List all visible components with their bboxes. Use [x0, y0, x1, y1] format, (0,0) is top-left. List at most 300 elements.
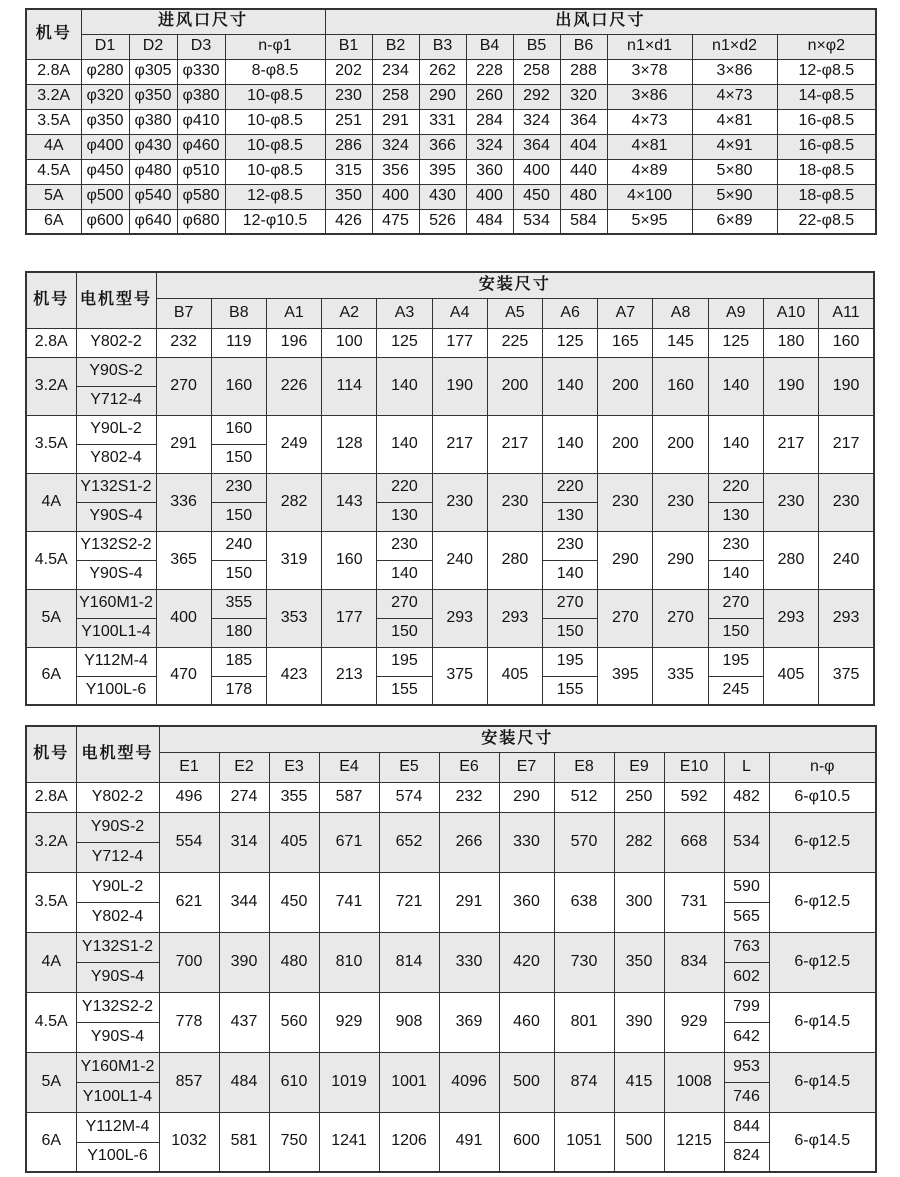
value-cell: 500 [614, 1112, 664, 1172]
machine-size-cell: 4.5A [26, 992, 76, 1052]
value-cell: φ500 [81, 184, 129, 209]
table-row [26, 872, 876, 902]
value-cell: 824 [724, 1142, 769, 1172]
motor-model-cell: Y802-4 [76, 444, 156, 473]
value-cell: 491 [439, 1112, 499, 1172]
value-cell: 590 [724, 872, 769, 902]
value-cell: 356 [372, 159, 419, 184]
machine-size-cell: 5A [26, 184, 81, 209]
value-cell: 638 [554, 872, 614, 932]
value-cell: 190 [819, 357, 874, 415]
value-cell: 6-φ12.5 [769, 932, 876, 992]
value-cell: 5×95 [607, 209, 692, 234]
value-cell: 415 [614, 1052, 664, 1112]
value-cell: 375 [432, 647, 487, 705]
column-header: n1×d1 [607, 34, 692, 59]
value-cell: 652 [379, 812, 439, 872]
value-cell: 128 [322, 415, 377, 473]
value-cell: 16-φ8.5 [777, 134, 876, 159]
value-cell: 140 [543, 415, 598, 473]
column-header: B5 [513, 34, 560, 59]
value-cell: 6-φ12.5 [769, 812, 876, 872]
value-cell: 369 [439, 992, 499, 1052]
value-cell: 150 [211, 502, 266, 531]
value-cell: φ380 [129, 109, 177, 134]
value-cell: 355 [211, 589, 266, 618]
value-cell: 293 [432, 589, 487, 647]
value-cell: 260 [466, 84, 513, 109]
table2-header-row-1 [26, 272, 874, 298]
column-header: E9 [614, 752, 664, 782]
value-cell: 291 [156, 415, 211, 473]
value-cell: 1032 [159, 1112, 219, 1172]
value-cell: 4×81 [607, 134, 692, 159]
value-cell: 6×89 [692, 209, 777, 234]
value-cell: 400 [156, 589, 211, 647]
value-cell: 225 [487, 328, 542, 357]
machine-size-cell: 6A [26, 1112, 76, 1172]
machine-size-cell: 3.5A [26, 109, 81, 134]
value-cell: 293 [763, 589, 818, 647]
value-cell: 245 [708, 676, 763, 705]
value-cell: 262 [419, 59, 466, 84]
installation-dimensions-title: 安装尺寸 [159, 726, 876, 752]
value-cell: 266 [439, 812, 499, 872]
value-cell: 500 [499, 1052, 554, 1112]
value-cell: 344 [219, 872, 269, 932]
value-cell: 3×86 [607, 84, 692, 109]
value-cell: 291 [372, 109, 419, 134]
value-cell: 801 [554, 992, 614, 1052]
machine-no-header: 机号 [26, 726, 76, 782]
value-cell: φ330 [177, 59, 225, 84]
value-cell: 4096 [439, 1052, 499, 1112]
value-cell: 160 [322, 531, 377, 589]
value-cell: 290 [598, 531, 653, 589]
machine-size-cell: 2.8A [26, 782, 76, 812]
value-cell: 6-φ14.5 [769, 1052, 876, 1112]
value-cell: φ430 [129, 134, 177, 159]
table-row [26, 531, 874, 560]
column-header: D2 [129, 34, 177, 59]
table-row [26, 328, 874, 357]
value-cell: 217 [432, 415, 487, 473]
value-cell: φ280 [81, 59, 129, 84]
value-cell: 405 [487, 647, 542, 705]
value-cell: 5×80 [692, 159, 777, 184]
value-cell: 258 [513, 59, 560, 84]
motor-model-cell: Y90S-2 [76, 357, 156, 386]
value-cell: 130 [377, 502, 432, 531]
value-cell: 22-φ8.5 [777, 209, 876, 234]
column-header: A5 [487, 298, 542, 328]
value-cell: 857 [159, 1052, 219, 1112]
column-header: n-φ1 [225, 34, 325, 59]
table-row [26, 59, 876, 84]
value-cell: 286 [325, 134, 372, 159]
motor-model-cell: Y712-4 [76, 386, 156, 415]
value-cell: 741 [319, 872, 379, 932]
motor-model-header: 电机型号 [76, 726, 159, 782]
column-header: n1×d2 [692, 34, 777, 59]
value-cell: 642 [724, 1022, 769, 1052]
column-header: E8 [554, 752, 614, 782]
value-cell: 178 [211, 676, 266, 705]
value-cell: 293 [487, 589, 542, 647]
value-cell: 200 [487, 357, 542, 415]
machine-size-cell: 3.2A [26, 84, 81, 109]
value-cell: 150 [211, 444, 266, 473]
column-header: E7 [499, 752, 554, 782]
value-cell: 763 [724, 932, 769, 962]
column-header: E2 [219, 752, 269, 782]
motor-model-cell: Y90L-2 [76, 415, 156, 444]
motor-model-header: 电机型号 [76, 272, 156, 328]
table1-column-header-row [26, 34, 876, 59]
value-cell: 404 [560, 134, 607, 159]
value-cell: 240 [432, 531, 487, 589]
machine-size-cell: 2.8A [26, 59, 81, 84]
column-header: L [724, 752, 769, 782]
value-cell: φ350 [129, 84, 177, 109]
value-cell: 230 [432, 473, 487, 531]
column-header: A7 [598, 298, 653, 328]
value-cell: 160 [653, 357, 708, 415]
value-cell: 230 [819, 473, 874, 531]
value-cell: 300 [614, 872, 664, 932]
inlet-dimensions-title: 进风口尺寸 [81, 9, 325, 34]
outlet-dimensions-title: 出风口尺寸 [325, 9, 876, 34]
value-cell: 395 [598, 647, 653, 705]
value-cell: 3×78 [607, 59, 692, 84]
value-cell: 217 [763, 415, 818, 473]
value-cell: 230 [211, 473, 266, 502]
value-cell: 482 [724, 782, 769, 812]
value-cell: 196 [266, 328, 321, 357]
motor-model-cell: Y90S-4 [76, 962, 159, 992]
value-cell: 240 [211, 531, 266, 560]
value-cell: 125 [543, 328, 598, 357]
motor-model-cell: Y112M-4 [76, 1112, 159, 1142]
value-cell: 140 [708, 560, 763, 589]
value-cell: 400 [513, 159, 560, 184]
value-cell: φ680 [177, 209, 225, 234]
column-header: B7 [156, 298, 211, 328]
value-cell: 234 [372, 59, 419, 84]
value-cell: 750 [269, 1112, 319, 1172]
table-row [26, 159, 876, 184]
value-cell: 814 [379, 932, 439, 992]
value-cell: 177 [432, 328, 487, 357]
column-header: D1 [81, 34, 129, 59]
value-cell: 592 [664, 782, 724, 812]
value-cell: 18-φ8.5 [777, 159, 876, 184]
value-cell: 230 [325, 84, 372, 109]
motor-model-cell: Y90S-2 [76, 812, 159, 842]
value-cell: 395 [419, 159, 466, 184]
value-cell: 484 [219, 1052, 269, 1112]
value-cell: 284 [466, 109, 513, 134]
value-cell: 324 [466, 134, 513, 159]
value-cell: 319 [266, 531, 321, 589]
value-cell: 331 [419, 109, 466, 134]
column-header: B1 [325, 34, 372, 59]
column-header: E6 [439, 752, 499, 782]
table1-header-row-1 [26, 9, 876, 34]
value-cell: 270 [377, 589, 432, 618]
value-cell: 600 [499, 1112, 554, 1172]
value-cell: 18-φ8.5 [777, 184, 876, 209]
value-cell: φ460 [177, 134, 225, 159]
value-cell: 290 [499, 782, 554, 812]
value-cell: 778 [159, 992, 219, 1052]
value-cell: 288 [560, 59, 607, 84]
column-header: B6 [560, 34, 607, 59]
value-cell: 140 [543, 560, 598, 589]
machine-no-header: 机号 [26, 272, 76, 328]
motor-model-cell: Y90S-4 [76, 1022, 159, 1052]
column-header: A1 [266, 298, 321, 328]
value-cell: 4×81 [692, 109, 777, 134]
motor-model-cell: Y802-2 [76, 328, 156, 357]
machine-size-cell: 5A [26, 1052, 76, 1112]
value-cell: 145 [653, 328, 708, 357]
column-header: A2 [322, 298, 377, 328]
value-cell: 185 [211, 647, 266, 676]
value-cell: 230 [708, 531, 763, 560]
value-cell: 330 [439, 932, 499, 992]
value-cell: 350 [325, 184, 372, 209]
value-cell: 324 [513, 109, 560, 134]
value-cell: 10-φ8.5 [225, 84, 325, 109]
value-cell: 1001 [379, 1052, 439, 1112]
table-row [26, 589, 874, 618]
value-cell: 350 [614, 932, 664, 992]
value-cell: 258 [372, 84, 419, 109]
column-header: E3 [269, 752, 319, 782]
value-cell: φ540 [129, 184, 177, 209]
value-cell: 390 [219, 932, 269, 992]
value-cell: 150 [708, 618, 763, 647]
column-header: B4 [466, 34, 513, 59]
value-cell: 280 [763, 531, 818, 589]
value-cell: 292 [513, 84, 560, 109]
value-cell: φ450 [81, 159, 129, 184]
value-cell: 700 [159, 932, 219, 992]
motor-model-cell: Y132S1-2 [76, 932, 159, 962]
value-cell: 1241 [319, 1112, 379, 1172]
value-cell: 228 [466, 59, 513, 84]
machine-no-header: 机号 [26, 9, 81, 59]
value-cell: 360 [466, 159, 513, 184]
value-cell: 480 [560, 184, 607, 209]
value-cell: 240 [819, 531, 874, 589]
value-cell: 929 [319, 992, 379, 1052]
table-row [26, 415, 874, 444]
value-cell: 1215 [664, 1112, 724, 1172]
value-cell: 335 [653, 647, 708, 705]
value-cell: 364 [513, 134, 560, 159]
column-header: A10 [763, 298, 818, 328]
column-header: B2 [372, 34, 419, 59]
value-cell: 560 [269, 992, 319, 1052]
value-cell: 355 [269, 782, 319, 812]
value-cell: 953 [724, 1052, 769, 1082]
value-cell: 440 [560, 159, 607, 184]
value-cell: 3×86 [692, 59, 777, 84]
value-cell: 1206 [379, 1112, 439, 1172]
value-cell: 430 [419, 184, 466, 209]
table-row [26, 84, 876, 109]
value-cell: 6-φ14.5 [769, 992, 876, 1052]
value-cell: 554 [159, 812, 219, 872]
value-cell: 400 [466, 184, 513, 209]
value-cell: 220 [377, 473, 432, 502]
value-cell: 114 [322, 357, 377, 415]
value-cell: 353 [266, 589, 321, 647]
value-cell: φ320 [81, 84, 129, 109]
table-row [26, 109, 876, 134]
machine-size-cell: 3.5A [26, 872, 76, 932]
value-cell: 220 [708, 473, 763, 502]
column-header: n-φ [769, 752, 876, 782]
value-cell: 366 [419, 134, 466, 159]
value-cell: 290 [653, 531, 708, 589]
value-cell: 480 [269, 932, 319, 992]
value-cell: 484 [466, 209, 513, 234]
value-cell: 220 [543, 473, 598, 502]
machine-size-cell: 4.5A [26, 159, 81, 184]
value-cell: 574 [379, 782, 439, 812]
table-row [26, 209, 876, 234]
value-cell: 602 [724, 962, 769, 992]
value-cell: 140 [377, 560, 432, 589]
value-cell: 290 [419, 84, 466, 109]
machine-size-cell: 3.2A [26, 812, 76, 872]
table-row [26, 992, 876, 1022]
value-cell: 100 [322, 328, 377, 357]
value-cell: 217 [487, 415, 542, 473]
value-cell: 160 [211, 415, 266, 444]
value-cell: 4×91 [692, 134, 777, 159]
value-cell: 200 [598, 357, 653, 415]
value-cell: 908 [379, 992, 439, 1052]
column-header: E4 [319, 752, 379, 782]
value-cell: 929 [664, 992, 724, 1052]
value-cell: 140 [708, 415, 763, 473]
value-cell: 160 [819, 328, 874, 357]
machine-size-cell: 4A [26, 134, 81, 159]
inlet-outlet-dimensions-table [25, 8, 877, 235]
value-cell: 119 [211, 328, 266, 357]
column-header: B3 [419, 34, 466, 59]
table-row [26, 184, 876, 209]
machine-size-cell: 4A [26, 473, 76, 531]
machine-size-cell: 4.5A [26, 531, 76, 589]
motor-model-cell: Y802-2 [76, 782, 159, 812]
value-cell: 405 [269, 812, 319, 872]
value-cell: 437 [219, 992, 269, 1052]
motor-model-cell: Y132S2-2 [76, 531, 156, 560]
column-header: A8 [653, 298, 708, 328]
machine-size-cell: 4A [26, 932, 76, 992]
value-cell: 534 [513, 209, 560, 234]
column-header: A11 [819, 298, 874, 328]
value-cell: 125 [708, 328, 763, 357]
value-cell: 746 [724, 1082, 769, 1112]
value-cell: 130 [543, 502, 598, 531]
value-cell: 10-φ8.5 [225, 109, 325, 134]
table-row [26, 812, 876, 842]
column-header: D3 [177, 34, 225, 59]
value-cell: 320 [560, 84, 607, 109]
value-cell: φ510 [177, 159, 225, 184]
value-cell: 270 [156, 357, 211, 415]
motor-model-cell: Y90L-2 [76, 872, 159, 902]
value-cell: 150 [211, 560, 266, 589]
value-cell: 270 [543, 589, 598, 618]
value-cell: 202 [325, 59, 372, 84]
column-header: B8 [211, 298, 266, 328]
value-cell: 6-φ14.5 [769, 1112, 876, 1172]
value-cell: 834 [664, 932, 724, 992]
value-cell: 730 [554, 932, 614, 992]
value-cell: 190 [432, 357, 487, 415]
value-cell: 475 [372, 209, 419, 234]
value-cell: 1019 [319, 1052, 379, 1112]
table-row [26, 1052, 876, 1082]
column-header: E1 [159, 752, 219, 782]
value-cell: 230 [543, 531, 598, 560]
value-cell: 721 [379, 872, 439, 932]
value-cell: 150 [377, 618, 432, 647]
value-cell: 610 [269, 1052, 319, 1112]
value-cell: 270 [653, 589, 708, 647]
value-cell: 140 [377, 357, 432, 415]
table-row [26, 932, 876, 962]
value-cell: 315 [325, 159, 372, 184]
value-cell: 364 [560, 109, 607, 134]
value-cell: 420 [499, 932, 554, 992]
value-cell: 810 [319, 932, 379, 992]
value-cell: 496 [159, 782, 219, 812]
table-row [26, 134, 876, 159]
value-cell: 160 [211, 357, 266, 415]
value-cell: 140 [708, 357, 763, 415]
value-cell: 140 [543, 357, 598, 415]
value-cell: φ480 [129, 159, 177, 184]
table3-header-row-1 [26, 726, 876, 752]
value-cell: 470 [156, 647, 211, 705]
value-cell: 280 [487, 531, 542, 589]
value-cell: 6-φ10.5 [769, 782, 876, 812]
value-cell: 1008 [664, 1052, 724, 1112]
value-cell: 390 [614, 992, 664, 1052]
value-cell: φ640 [129, 209, 177, 234]
table-row [26, 1112, 876, 1142]
value-cell: 282 [266, 473, 321, 531]
value-cell: 1051 [554, 1112, 614, 1172]
motor-model-cell: Y160M1-2 [76, 1052, 159, 1082]
value-cell: 226 [266, 357, 321, 415]
value-cell: 874 [554, 1052, 614, 1112]
value-cell: 584 [560, 209, 607, 234]
value-cell: φ380 [177, 84, 225, 109]
value-cell: 375 [819, 647, 874, 705]
value-cell: 581 [219, 1112, 269, 1172]
value-cell: φ305 [129, 59, 177, 84]
value-cell: 282 [614, 812, 664, 872]
